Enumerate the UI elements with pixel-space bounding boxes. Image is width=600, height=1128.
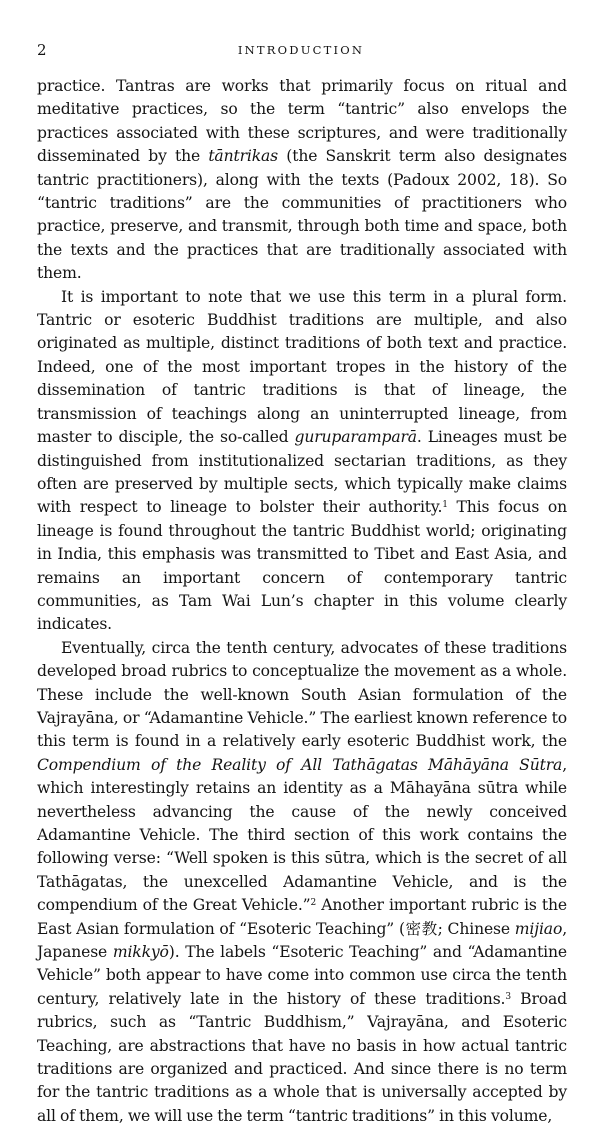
text-run: . Lineages must be distinguished from institutionalized sectarian traditions, as they often are preserved by multiple sects, which typically make claims with respect to lineage to bolster their authority. — [37, 428, 567, 517]
footnote-marker: 1 — [442, 500, 448, 511]
text-run: , Japanese — [37, 919, 567, 962]
text-run: Broad rubrics, such as “Tantric Buddhism,” Vajrayāna, and Esoteric Teaching, are abstractions that have no basis in how actual tantric traditions are organized and practiced. And since there is no term for the tantric traditions as a whole that is universally accepted by all of them, we will use the term “tantric traditions” in this volume, — [37, 989, 567, 1125]
body-text — [37, 75, 567, 1128]
italic-term: Compendium of the Reality of All Tathāgatas Māhāyāna Sūtra — [37, 755, 563, 774]
footnote-marker: 2 — [310, 898, 317, 909]
page-number: 2 — [37, 41, 47, 59]
text-run: practice. Tantras are works that primarily focus on ritual and meditative practices, so the term “tantric” also envelops the practices associated with these scriptures, and were traditionally disseminated by the — [37, 77, 567, 166]
running-title: INTRODUCTION — [237, 43, 365, 57]
paragraph — [37, 286, 567, 637]
text-run: Eventually, circa the tenth century, advocates of these traditions developed broad rubrics to conceptualize the movement as a whole. These include the well-known South Asian formulation of the Vajrayāna, or “Adamantine Vehicle.” The earliest known reference to this term is found in a relatively early esoteric Buddhist work, the — [37, 638, 567, 751]
running-head — [37, 41, 565, 63]
italic-term: tāntrikas — [208, 147, 279, 166]
italic-term: guruparamparā — [294, 428, 417, 447]
footnote-marker: 3 — [505, 991, 511, 1002]
italic-term: mikkyō — [112, 943, 169, 962]
text-run: This focus on lineage is found throughout the tantric Buddhist world; originating in India, this emphasis was transmitted to Tibet and East Asia, and remains an important concern of contemporary tantric communities, as Tam Wai Lun’s chapter in this volume clearly indicates. — [37, 498, 567, 634]
italic-term: mijiao — [514, 919, 563, 938]
text-run: ). The labels “Esoteric Teaching” and “Adamantine Vehicle” both appear to have come into common use circa the tenth century, relatively late in the history of these traditions. — [37, 943, 567, 1008]
text-run: Another important rubric is the East Asian formulation of “Esoteric Teaching” (密教; Chinese — [37, 896, 568, 938]
paragraph — [37, 637, 567, 1128]
text-run: It is important to note that we use this term in a plural form. Tantric or esoteric Buddhist traditions are multiple, and also originated as multiple, distinct traditions of both text and practice. Indeed, one of the most important tropes in the history of the dissemination of tantric traditions is that of lineage, the transmission of teachings along an uninterrupted lineage, from master to disciple, the so-called — [37, 287, 567, 447]
text-run: , which interestingly retains an identity as a Māhayāna sūtra while nevertheless advancing the cause of the newly conceived Adamantine Vehicle. The third section of this work contains the following verse: “Well spoken is this sūtra, which is the secret of all Tathāgatas, the unexcelled Adamantine Vehicle, and is the compendium of the Great Vehicle.” — [37, 755, 567, 915]
text-run: (the Sanskrit term also designates tantric practitioners), along with the texts (Padoux 2002, 18). So “tantric traditions” are the communities of practitioners who practice, preserve, and transmit, through both time and space, both the texts and the practices that are traditionally associated with them. — [37, 147, 567, 283]
paragraph — [37, 75, 567, 286]
